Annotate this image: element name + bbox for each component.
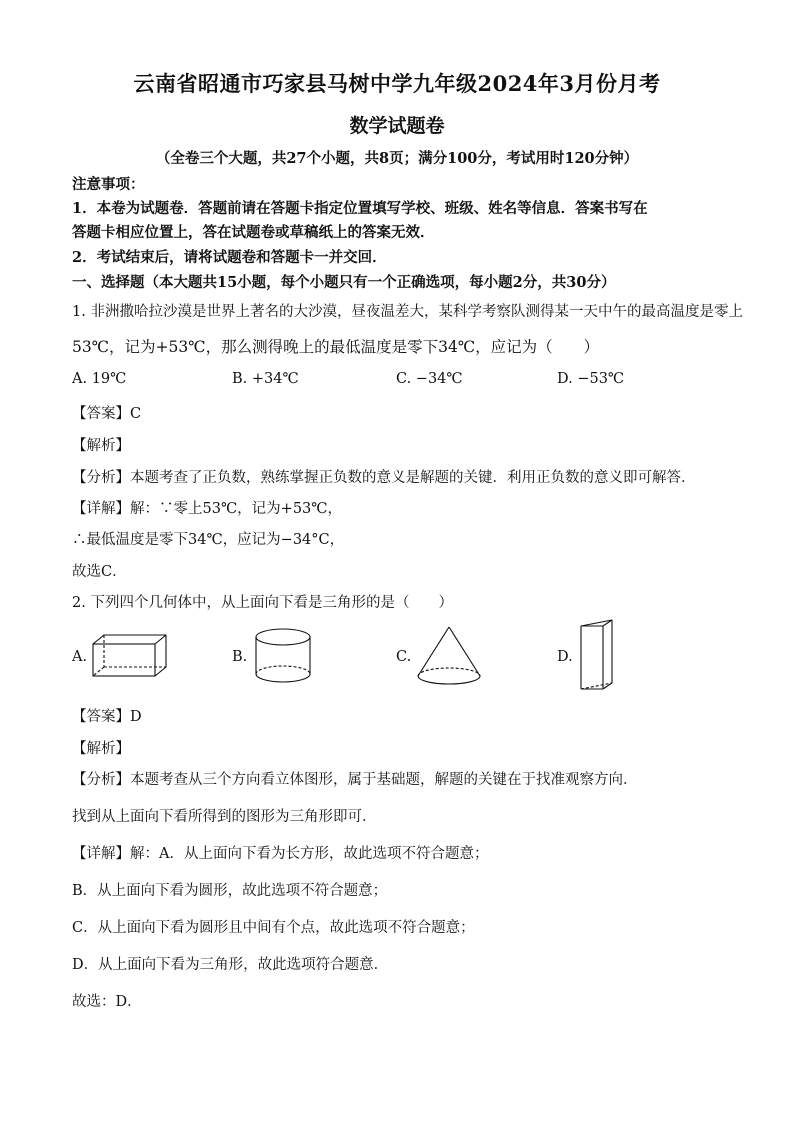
q2-conclusion: 故选：D．: [72, 994, 142, 1010]
q2-detail-a: 【详解】解：A．从上面向下看为长方形，故此选项不符合题意；: [72, 846, 489, 862]
q2-option-b-label: B.: [232, 649, 248, 665]
section-1-heading: 一、选择题（本大题共15小题，每个小题只有一个正确选项，每小题2分，共30分）: [72, 274, 616, 291]
exam-subtitle: 数学试题卷: [349, 115, 445, 137]
notes-heading: 注意事项：: [72, 176, 145, 193]
q1-detail-2: ∴最低温度是零下34℃，应记为−34°C，: [72, 532, 345, 548]
notes-item-1-line-1: 1．本卷为试题卷．答题前请在答题卡指定位置填写学校、班级、姓名等信息．答案书写在: [72, 200, 648, 217]
cone-icon: [414, 624, 484, 688]
q2-detail-c: C．从上面向下看为圆形且中间有个点，故此选项不符合题意；: [72, 920, 475, 936]
cylinder-icon: [252, 626, 314, 686]
q1-conclusion: 故选C．: [72, 564, 127, 580]
q2-answer: 【答案】D: [72, 709, 142, 725]
exam-info: （全卷三个大题，共27个小题，共8页；满分100分，考试用时120分钟）: [155, 150, 639, 167]
q2-detail-d: D．从上面向下看为三角形，故此选项符合题意．: [72, 957, 389, 973]
q2-option-a-label: A.: [72, 649, 88, 665]
q1-analysis-label: 【解析】: [72, 438, 130, 454]
q2-question: 2. 下列四个几何体中，从上面向下看是三角形的是（ ）: [72, 595, 453, 611]
notes-item-2: 2．考试结束后，请将试题卷和答题卡一并交回．: [72, 249, 387, 266]
q2-option-d-label: D.: [557, 649, 573, 665]
q2-option-c-label: C.: [396, 649, 412, 665]
q2-analysis-label: 【解析】: [72, 741, 130, 757]
triangular-prism-icon: [576, 617, 618, 693]
q1-detail-1: 【详解】解：∵零上53℃，记为+53℃，: [72, 501, 342, 517]
q1-option-a: A. 19℃: [72, 371, 127, 387]
q1-answer: 【答案】C: [72, 406, 142, 422]
q1-option-d: D. −53℃: [557, 371, 625, 387]
cuboid-icon: [90, 632, 170, 680]
q2-analysis: 【分析】本题考查从三个方向看立体图形，属于基础题，解题的关键在于找准观察方向．: [72, 772, 638, 788]
q1-text-line-2: 53℃，记为+53℃，那么测得晚上的最低温度是零下34℃，应记为（ ）: [72, 338, 600, 356]
notes-item-1-line-2: 答题卡相应位置上，答在试题卷或草稿纸上的答案无效．: [72, 224, 435, 241]
q2-analysis-2: 找到从上面向下看所得到的图形为三角形即可．: [72, 809, 377, 825]
q1-text-line-1: 1. 非洲撒哈拉沙漠是世界上著名的大沙漠，昼夜温差大，某科学考察队测得某一天中午的最高温度是零上: [72, 304, 743, 320]
q1-analysis: 【分析】本题考查了正负数，熟练掌握正负数的意义是解题的关键．利用正负数的意义即可解答．: [72, 470, 696, 486]
q2-detail-b: B．从上面向下看为圆形，故此选项不符合题意；: [72, 883, 388, 899]
q1-option-c: C. −34℃: [396, 371, 463, 387]
q1-option-b: B. +34℃: [232, 371, 299, 387]
exam-title: 云南省昭通市巧家县马树中学九年级2024年3月份月考: [133, 71, 661, 96]
